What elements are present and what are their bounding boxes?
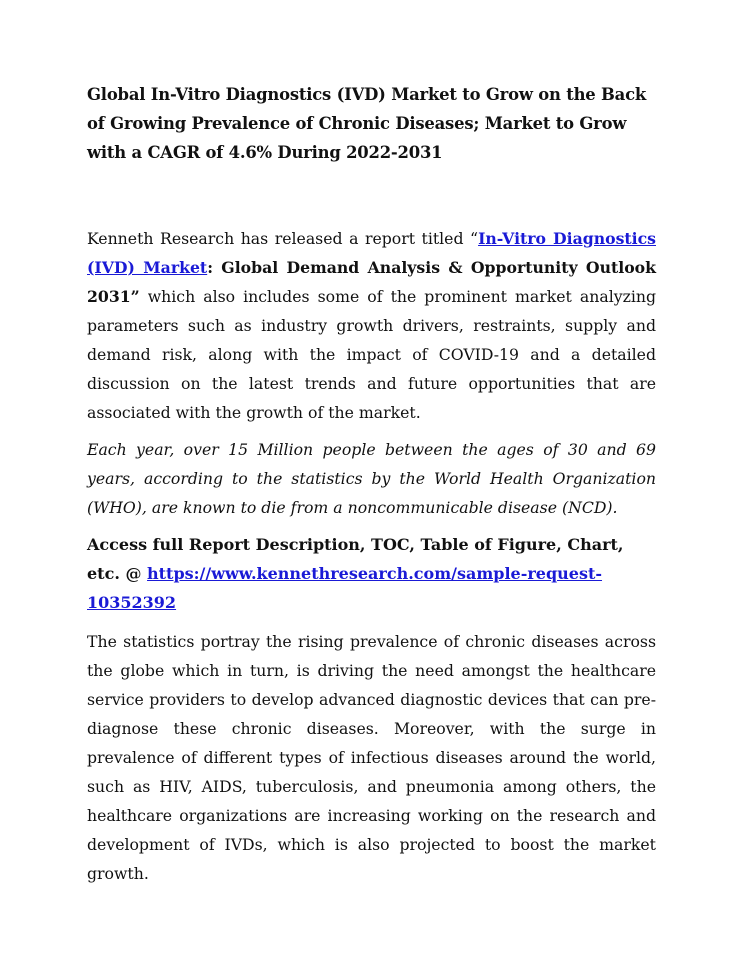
closing-paragraph: The statistics portray the rising prevalence of chronic diseases across the globe which in turn, is driving the need amongst the healthcare service providers to develop advanced diagnostic devices that can pre-diagnose these chronic diseases. Moreover, with the surge in prevalence of different types of infectious diseases around the world, such as HIV, AIDS, tuberculosis, and pneumonia among others, the healthcare organizations are increasing working on the research and development of IVDs, which is also projected to boost the market growth. xyxy=(87,632,656,883)
who-statement: Each year, over 15 Million people between the ages of 30 and 69 years, according to the statistics by the World Health Organization (WHO), are known to die from a noncommunicable disease (NCD). xyxy=(87,440,656,517)
sample-request-link[interactable]: https://www.kennethresearch.com/sample-request-10352392 xyxy=(87,564,603,612)
document-title: Global In-Vitro Diagnostics (IVD) Market to Grow on the Back of Growing Prevalence of Chronic Diseases; Market to Grow with a CAGR of 4.6% During 2022-2031 xyxy=(87,85,647,162)
document-page xyxy=(87,80,656,888)
intro-rest: which also includes some of the prominent market analyzing parameters such as industry growth drivers, restraints, supply and demand risk, along with the impact of COVID-19 and a detailed discussion on the latest trends and future opportunities that are associated with the growth of the market. xyxy=(87,287,656,422)
intro-paragraph xyxy=(87,224,656,427)
access-paragraph xyxy=(87,530,656,617)
access-label: Access full Report Description, TOC, Table of Figure, Chart, etc. @ xyxy=(87,535,624,583)
intro-lead: Kenneth Research has released a report titled “ xyxy=(87,229,479,248)
report-subtitle: : Global Demand Analysis & Opportunity Outlook 2031” xyxy=(87,258,656,306)
report-link[interactable]: In-Vitro Diagnostics (IVD) Market xyxy=(87,229,656,277)
